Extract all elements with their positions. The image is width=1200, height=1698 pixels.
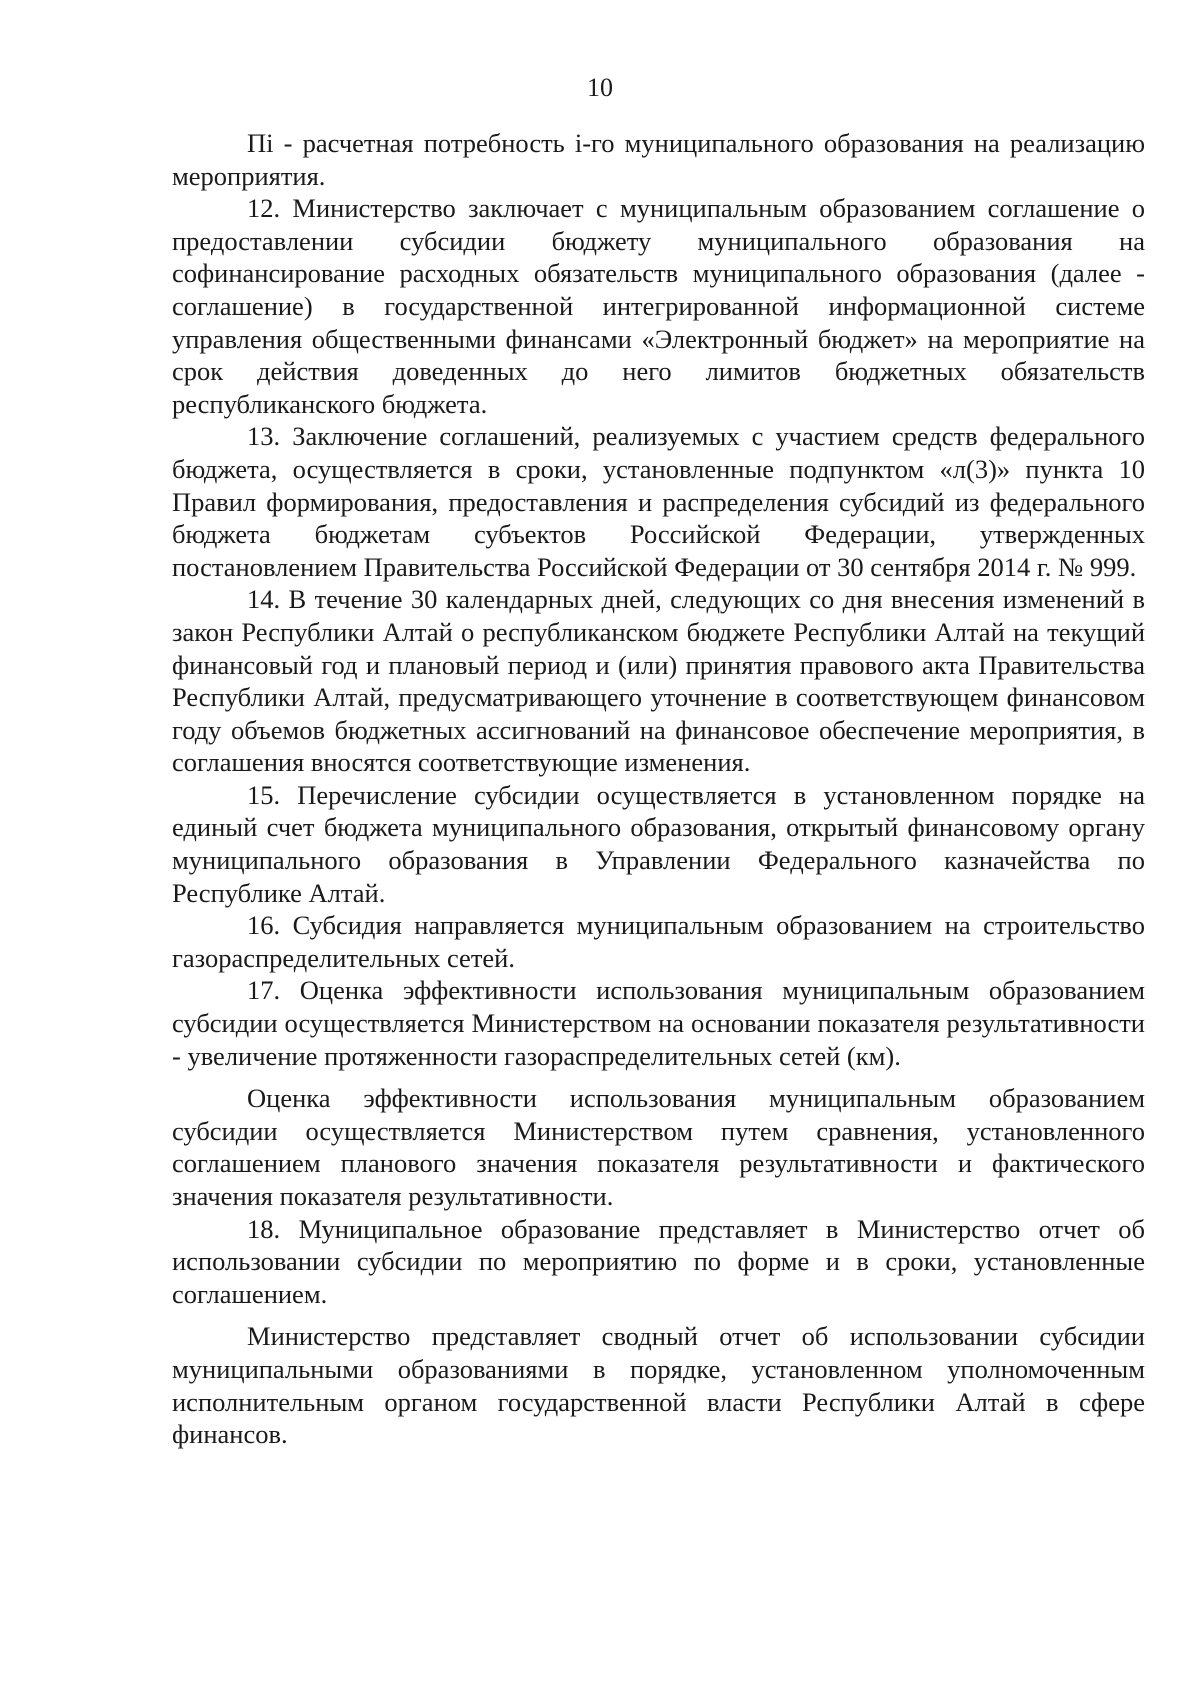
paragraph-item-18: 18. Муниципальное образование представляет в Министерство отчет об использовании субсидии по мероприятию по форме и в сроки, установленные соглашением. bbox=[172, 1213, 1145, 1309]
document-body bbox=[172, 127, 1145, 1451]
paragraph-item-12: 12. Министерство заключает с муниципальным образованием соглашение о предоставлении субсидии бюджету муниципального образования на софинансирование расходных обязательств муниципального образования (далее - соглашение) в государственной интегрированной информационной системе управления общественными финансами «Электронный бюджет» на мероприятие на срок действия доведенных до него лимитов бюджетных обязательств республиканского бюджета. bbox=[172, 193, 1145, 419]
paragraph-formula-definition: Пi - расчетная потребность i-го муниципального образования на реализацию мероприятия. bbox=[172, 128, 1145, 191]
paragraph-item-17-evaluation: Оценка эффективности использования муниципальным образованием субсидии осуществляется Министерством путем сравнения, установленного соглашением планового значения показателя результативности и фактического значения показателя результативности. bbox=[172, 1083, 1145, 1211]
paragraph-item-13: 13. Заключение соглашений, реализуемых с участием средств федерального бюджета, осуществляется в сроки, установленные подпунктом «л(3)» пункта 10 Правил формирования, предоставления и распределения субсидий из федерального бюджета бюджетам субъектов Российской Федерации, утвержденных постановлением Правительства Российской Федерации от 30 сентября 2014 г. № 999. bbox=[172, 421, 1145, 582]
paragraph-item-14: 14. В течение 30 календарных дней, следующих со дня внесения изменений в закон Республики Алтай о республиканском бюджете Республики Алтай на текущий финансовый год и плановый период и (или) принятия правового акта Правительства Республики Алтай, предусматривающего уточнение в соответствующем финансовом году объемов бюджетных ассигнований на финансовое обеспечение мероприятия, в соглашения вносятся соответствующие изменения. bbox=[172, 584, 1145, 778]
paragraph-item-18-summary-report: Министерство представляет сводный отчет об использовании субсидии муниципальными образованиями в порядке, установленном уполномоченным исполнительным органом государственной власти Республики Алтай в сфере финансов. bbox=[172, 1321, 1145, 1450]
page-number: 10 bbox=[587, 73, 613, 102]
paragraph-item-15: 15. Перечисление субсидии осуществляется в установленном порядке на единый счет бюджета муниципального образования, открытый финансовому органу муниципального образования в Управлении Федерального казначейства по Республике Алтай. bbox=[172, 779, 1145, 908]
paragraph-item-17: 17. Оценка эффективности использования муниципальным образованием субсидии осуществляется Министерством на основании показателя результативности - увеличение протяженности газораспределительных сетей (км). bbox=[172, 975, 1145, 1071]
paragraph-item-16: 16. Субсидия направляется муниципальным образованием на строительство газораспределительных сетей. bbox=[172, 910, 1145, 973]
